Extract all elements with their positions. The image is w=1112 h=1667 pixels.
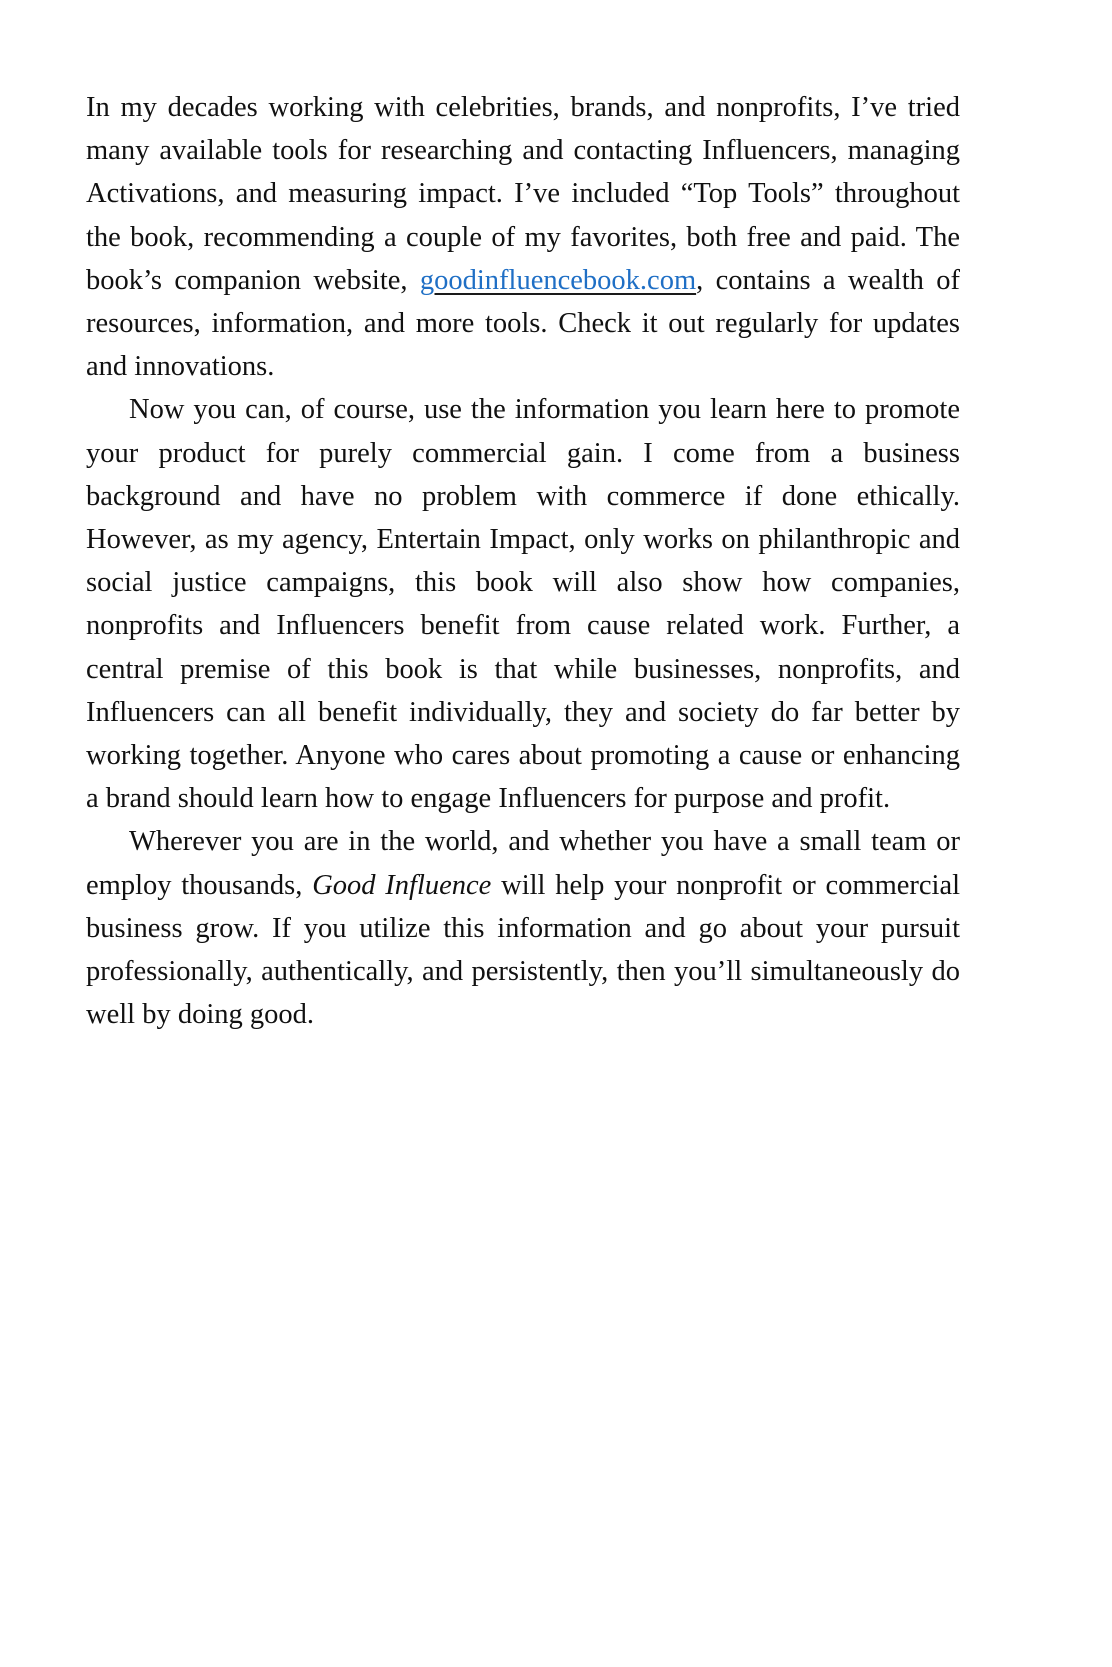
paragraph-text: , contains a wealth of resources, information, and more tools. Check it out regularly for updates and innovations. <box>86 264 960 383</box>
document-page <box>86 86 960 1036</box>
paragraph-text: Now you can, of course, use the information you learn here to promote your product for purely commercial gain. I come from a business background and have no problem with commerce if done ethically. However, as my agency, Entertain Impact, only works on philanthropic and social justice campaigns, this book will also show how companies, nonprofits and Influencers benefit from cause related work. Further, a central premise of this book is that while businesses, nonprofits, and Influencers can all benefit individually, they and society do far better by working together. Anyone who cares about promoting a cause or enhancing a brand should learn how to engage Influencers for purpose and profit. <box>86 394 960 815</box>
book-title: Good Influence <box>312 869 492 901</box>
paragraph-conclusion <box>86 820 960 1036</box>
companion-website-link[interactable]: goodinfluencebook.com <box>419 264 697 296</box>
paragraph-text: Wherever you are in the world, and whether you have a small team or employ thousands, <box>86 826 960 901</box>
paragraph-text: In my decades working with celebrities, brands, and nonprofits, I’ve tried many available tools for researching and contacting Influencers, managing Activations, and measuring impact. I’ve included “Top Tools” throughout the book, recommending a couple of my favorites, both free and paid. The book’s companion website, <box>86 92 960 296</box>
paragraph-text: will help your nonprofit or commercial business grow. If you utilize this information and go about your pursuit professionally, authentically, and persistently, then you’ll simultaneously do well by doing good. <box>86 869 961 1031</box>
paragraph-tools <box>86 86 960 388</box>
paragraph-commerce <box>86 388 960 820</box>
